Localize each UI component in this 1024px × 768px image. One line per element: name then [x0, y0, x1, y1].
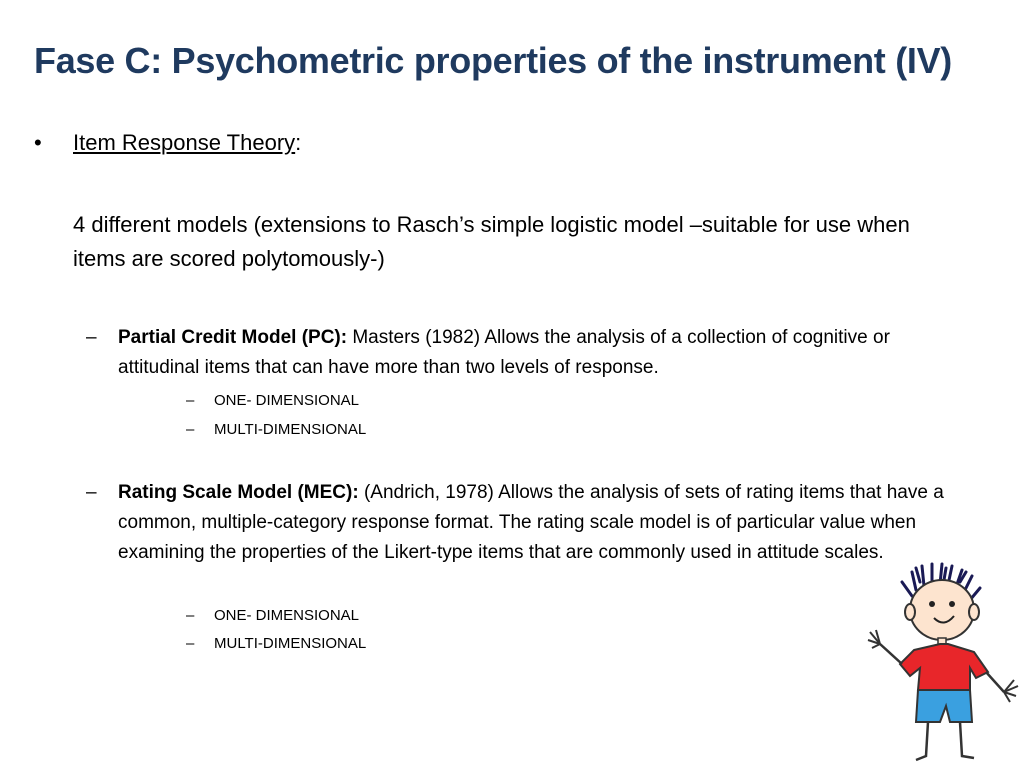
sub-item	[186, 606, 359, 626]
sub-item-label: MULTI-DIMENSIONAL	[214, 635, 367, 652]
dash-marker: –	[86, 327, 97, 348]
cartoon-kid-illustration	[866, 560, 1024, 768]
shorts	[916, 690, 972, 722]
bullet-item-irt	[34, 128, 301, 158]
left-hand-icon	[868, 630, 880, 648]
sub-item-label: MULTI-DIMENSIONAL	[214, 421, 367, 438]
intro-paragraph: 4 different models (extensions to Rasch’s simple logistic model –suitable for use when items are scored polytomously-)	[73, 212, 910, 271]
slide-title: Fase C: Psychometric properties of the instrument (IV)	[34, 40, 952, 81]
model-description: Masters (1982) Allows the analysis of a collection of cognitive or attitudinal items that can have more than two levels of response.	[118, 327, 890, 378]
sub-dash: –	[186, 635, 195, 652]
model-rating-scale	[86, 478, 956, 568]
shirt	[900, 644, 988, 690]
sub-dash: –	[186, 607, 195, 624]
model-name: Rating Scale Model (MEC):	[118, 482, 359, 503]
head	[910, 580, 974, 640]
sub-item	[186, 391, 359, 411]
bullet-marker: •	[34, 130, 42, 155]
right-hand-icon	[1004, 680, 1018, 702]
irt-heading: Item Response Theory	[73, 130, 296, 155]
sub-item-label: ONE- DIMENSIONAL	[214, 607, 360, 624]
sub-dash: –	[186, 421, 195, 438]
sub-dash: –	[186, 392, 195, 409]
irt-colon: :	[295, 130, 302, 155]
dash-marker: –	[86, 482, 97, 503]
model-description: (Andrich, 1978) Allows the analysis of sets of rating items that have a common, multiple-category response format. The rating scale model is of particular value when examining the properties of the Likert-type items that are commonly used in attitude scales.	[118, 482, 944, 563]
sub-item	[186, 634, 366, 654]
model-partial-credit	[86, 323, 956, 383]
model-name: Partial Credit Model (PC):	[118, 327, 348, 348]
sub-item	[186, 420, 366, 440]
sub-item-label: ONE- DIMENSIONAL	[214, 392, 360, 409]
